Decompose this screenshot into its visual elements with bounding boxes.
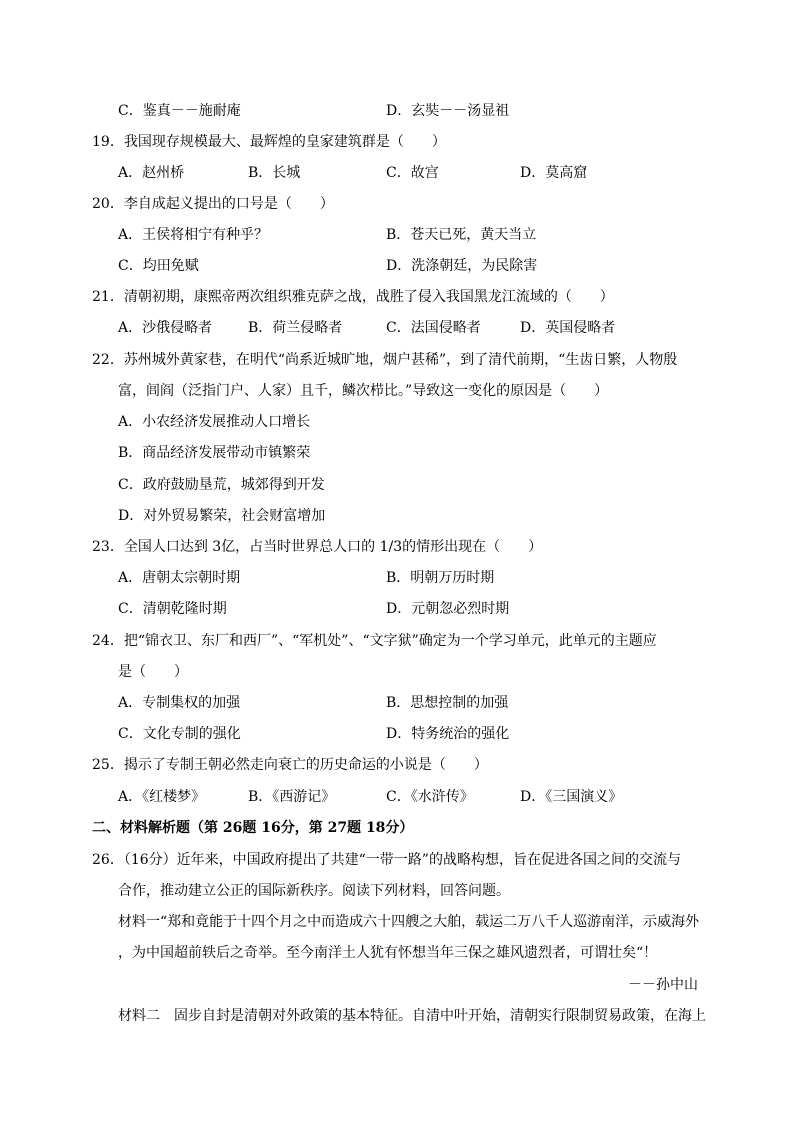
q21-option-b: B．荷兰侵略者 <box>248 320 343 336</box>
q25-option-b: B．《西游记》 <box>248 789 336 805</box>
q26-material1-line1: 材料一“郑和竟能于十四个月之中而造成六十四艘之大舶，载运二万八千人巡游南洋，示威海外 <box>118 914 700 930</box>
q20-option-b: B．苍天已死，黄天当立 <box>386 227 537 243</box>
q21-option-d: D．英国侵略者 <box>520 320 616 336</box>
q23-option-d: D．元朝忽必烈时期 <box>386 601 510 617</box>
q22-option-c: C．政府鼓励垦荒，城郊得到开发 <box>118 477 325 493</box>
q23-option-a: A．唐朝太宗朝时期 <box>118 570 241 586</box>
q26-material1-line2: ，为中国超前轶后之奇举。至今南洋土人犹有怀想当年三保之雄风遗烈者，可谓壮矣“！ <box>118 945 658 961</box>
q26-material1-source: －－孙中山 <box>628 977 698 993</box>
q20-stem: 20．李自成起义提出的口号是（ ） <box>92 196 334 212</box>
q20-option-a: A．王侯将相宁有种乎？ <box>118 227 269 243</box>
q24-stem-line1: 24．把“锦衣卫、东厂和西厂”、“军机处”、“文字狱”确定为一个学习单元，此单元的主题应 <box>92 633 657 649</box>
q19-option-a: A．赵州桥 <box>118 165 185 181</box>
q20-option-c: C．均田免赋 <box>118 258 199 274</box>
q23-stem: 23．全国人口达到 3亿，占当时世界总人口的 1/3的情形出现在（ ） <box>92 539 543 555</box>
q19-option-d: D．莫高窟 <box>520 165 588 181</box>
q22-option-a: A．小农经济发展推动人口增长 <box>118 414 311 430</box>
q24-option-b: B．思想控制的加强 <box>386 695 509 711</box>
section-heading: 二、材料解析题（第 26题 16分，第 27题 18分） <box>92 820 414 836</box>
q22-stem-line2: 富，闾阎（泛指门户、人家）且千，鳞次栉比。”导致这一变化的原因是（ ） <box>118 383 609 399</box>
q26-material2-line1: 材料二 固步自封是清朝对外政策的基本特征。自清中叶开始，清朝实行限制贸易政策，在海上 <box>118 1008 706 1024</box>
q25-option-a: A．《红楼梦》 <box>118 789 206 805</box>
q19-option-c: C．故宫 <box>386 165 439 181</box>
q22-option-d: D．对外贸易繁荣，社会财富增加 <box>118 508 326 524</box>
q26-stem-line1: 26．（16分）近年来，中国政府提出了共建“一带一路”的战略构想，旨在促进各国之间的交流与 <box>92 852 681 868</box>
q24-option-a: A．专制集权的加强 <box>118 695 241 711</box>
q26-stem-line2: 合作，推动建立公正的国际新秩序。阅读下列材料，回答问题。 <box>118 883 510 899</box>
q22-stem-line1: 22．苏州城外黄家巷，在明代“尚系近城旷地，烟户甚稀”，到了清代前期，“生齿日繁，人物殷 <box>92 352 678 368</box>
q21-stem: 21．清朝初期，康熙帝两次组织雅克萨之战，战胜了侵入我国黑龙江流域的（ ） <box>92 289 614 305</box>
q18-option-d: D．玄奘－－汤显祖 <box>386 103 510 119</box>
q25-option-c: C．《水浒传》 <box>386 789 474 805</box>
q21-option-a: A．沙俄侵略者 <box>118 320 213 336</box>
q24-option-c: C．文化专制的强化 <box>118 726 241 742</box>
q19-stem: 19．我国现存规模最大、最辉煌的皇家建筑群是（ ） <box>92 134 446 150</box>
q25-stem: 25．揭示了专制王朝必然走向衰亡的历史命运的小说是（ ） <box>92 757 488 773</box>
q25-option-d: D．《三国演义》 <box>520 789 623 805</box>
q24-option-d: D．特务统治的强化 <box>386 726 510 742</box>
q21-option-c: C．法国侵略者 <box>386 320 481 336</box>
q20-option-d: D．洗涤朝廷，为民除害 <box>386 258 538 274</box>
q23-option-c: C．清朝乾隆时期 <box>118 601 227 617</box>
q19-option-b: B．长城 <box>248 165 301 181</box>
q23-option-b: B．明朝万历时期 <box>386 570 495 586</box>
q24-stem-line2: 是（ ） <box>118 664 188 680</box>
q22-option-b: B．商品经济发展带动市镇繁荣 <box>118 445 311 461</box>
q18-option-c: C．鉴真－－施耐庵 <box>118 103 241 119</box>
